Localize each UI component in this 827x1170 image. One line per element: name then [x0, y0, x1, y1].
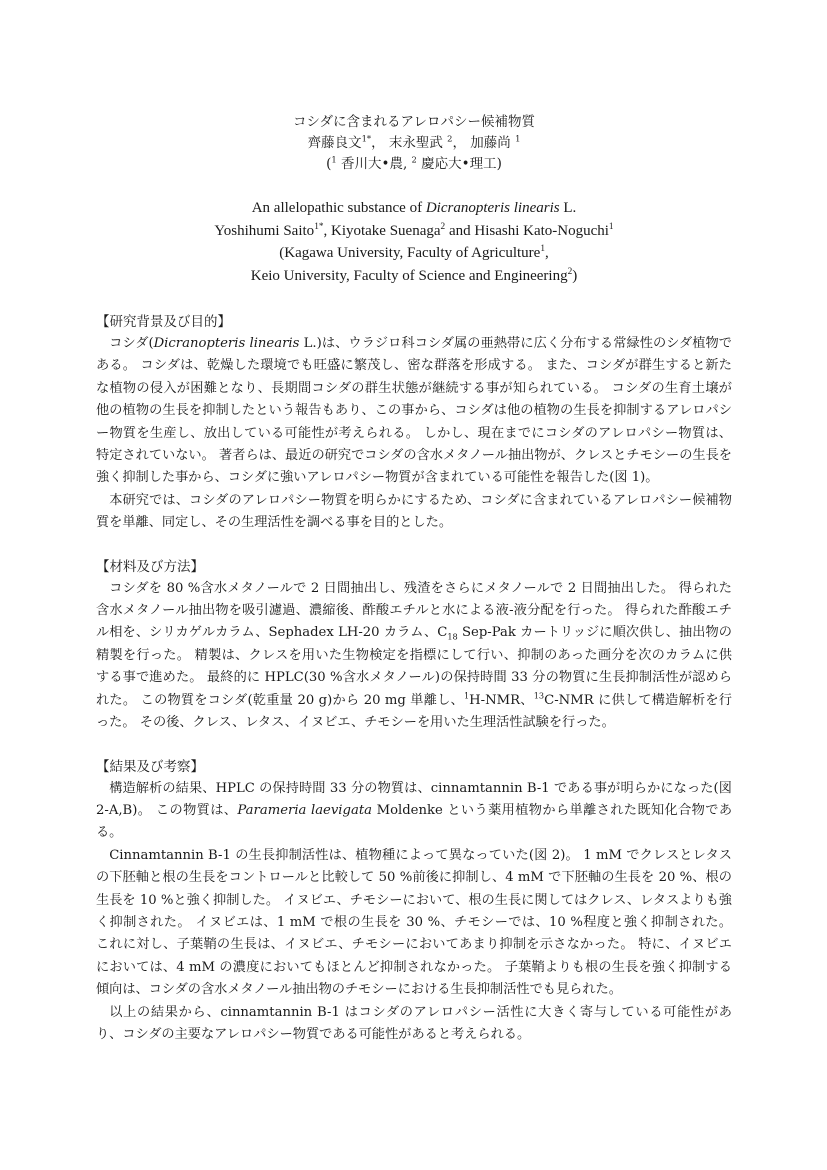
author-3-name: and Hisashi Kato-Noguchi [445, 222, 609, 239]
author-1-name: Yoshihumi Saito [214, 222, 315, 239]
japanese-title: コシダに含まれるアレロパシー候補物質 [293, 114, 535, 130]
author-separator: ， [371, 135, 385, 151]
species-name: Parameria laevigata [237, 802, 372, 818]
author-2-name: , Kiyotake Suenaga [323, 222, 441, 239]
japanese-authors [96, 133, 732, 154]
paragraph-text: C-NMR に供して構造解析を行った。 その後、クレス、レタス、イヌビエ、チモシーを用いた生理活性試験を行った。 [96, 692, 732, 731]
paragraph: 本研究では、コシダのアレロパシー物質を明らかにするため、コシダに含まれているアレロパシー候補物質を単離、同定し、その生理活性を調べる事を目的とした。 [96, 492, 732, 531]
paragraph: Cinnamtannin B-1 の生長抑制活性は、植物種によって異なっていた(図 2)。 1 mM でクレスとレタスの下胚軸と根の生長をコントロールと比較して 50 %前後に抑制し、4 mM で下胚軸の生長を 20 %、根の生長を 10 %と強く抑制した。 イヌビエ、チモシーにおいて、根の生長に関してはクレス、レタスよりも強く抑制された。 イヌビエは、1 mM で根の生長を 30 %、チモシーでは、10 %程度と強く抑制された。 これに対し、子葉鞘の生長は、イヌビエ、チモシーにおいてあまり抑制を示さなかった。 特に、イヌビエにおいては、4 mM の濃度においてもほとんど抑制されなかった。 子葉鞘よりも根の生長を強く抑制する傾向は、コシダの含水メタノール抽出物のチモシーにおける生長抑制活性でも見られた。 [96, 847, 732, 998]
affiliation-mark-2: 2 [411, 154, 417, 165]
affiliation-text: Keio University, Faculty of Science and Engineering [250, 267, 568, 284]
section-results [96, 756, 732, 1047]
paragraph-text: Sep-Pak カートリッジに順次供し、抽出物の精製を行った。 精製は、クレスを用いた生物検定を指標にして行い、抑制のあった画分を次のカラムに供する事で進めた。 最終的に HPLC(30 %含水メタノール)の保持時間 33 分の物質に生長抑制活性が認められた。 この物質をコシダ(乾重量 20 g)から 20 mg 単離し、 [96, 625, 732, 708]
section-background [96, 311, 732, 535]
section-heading: 【結果及び考察】 [96, 758, 204, 775]
author-3-mark: 1 [608, 221, 614, 232]
affiliation-mark: 1 [540, 244, 545, 254]
paragraph [96, 333, 732, 490]
paragraph [96, 578, 732, 735]
english-authors [96, 220, 732, 243]
paragraph-text: H-NMR、 [469, 692, 534, 708]
superscript: 13 [533, 690, 545, 701]
title-block-japanese [96, 112, 732, 175]
paragraph: 以上の結果から、cinnamtannin B-1 はコシダのアレロパシー活性に大きく寄与している可能性があり、コシダの主要なアレロパシー物質である可能性があると考えられる。 [96, 1004, 732, 1042]
section-methods [96, 556, 732, 735]
author-2-mark: 2 [440, 221, 446, 232]
section-heading: 【材料及び方法】 [96, 558, 204, 575]
affiliation-mark-1: 1 [331, 154, 337, 165]
paragraph-text: コシダを 80 %含水メタノールで 2 日間抽出し、残渣をさらにメタノールで 2 日間抽出した。 得られた含水メタノール抽出物を吸引濾過、濃縮後、酢酸エチルと水による液-液分配を行った。 得られた酢酸エチル相を、シリカゲルカラム、Sephadex LH-20 カラム、C [96, 580, 732, 641]
author-1-name: 齊藤良文 [307, 135, 362, 151]
author-2-mark: 2 [447, 133, 453, 144]
affiliation-kagawa: 香川大•農, [336, 156, 412, 172]
english-title-text: An allelopathic substance of [251, 200, 426, 216]
affiliation-mark: 2 [567, 266, 573, 277]
english-title [96, 197, 732, 220]
english-affiliation-2 [96, 265, 732, 288]
affiliation-open: ( [326, 156, 332, 172]
english-affiliation-1 [96, 242, 732, 265]
paragraph [96, 778, 732, 845]
english-title-suffix: L. [559, 200, 577, 216]
superscript: 1 [463, 690, 470, 701]
paragraph-text: 構造解析の結果、HPLC の保持時間 33 分の物質は、cinnamtannin B-1 である事が明らかになった(図 2-A,B)。 この物質は、 [96, 780, 732, 818]
japanese-affiliation [96, 154, 732, 175]
author-3-mark: 1 [515, 133, 521, 144]
paragraph-text: L.)は、ウラジロ科コシダ属の亜熱帯に広く分布する常緑性のシダ植物である。 コシダは、乾燥した環境でも旺盛に繁茂し、密な群落を形成する。 また、コシダが群生すると新たな植物の侵入が困難となり、長期間コシダの群生状態が継続する事が知られている。 コシダの生育土壌が他の植物の生長を抑制したという報告もあり、この事から、コシダは他の植物の生長を抑制するアレロパシー物質を生産し、放出している可能性が考えられる。 しかし、現在までにコシダのアレロパシー物質は、特定されていない。 著者らは、最近の研究でコシダの含水メタノール抽出物が、クレスとチモシーの生長を強く抑制した事から、コシダに強いアレロパシー物質が含まれている可能性を報告した(図 1)。 [96, 336, 732, 486]
section-heading: 【研究背景及び目的】 [96, 314, 231, 330]
affiliation-punct: , [544, 245, 549, 261]
affiliation-keio: 慶応大•理工) [416, 156, 502, 172]
author-1-mark: 1* [361, 133, 372, 144]
title-block-english [96, 197, 732, 287]
paragraph-text: コシダ( [109, 336, 154, 351]
author-2-name: 末永聖武 [388, 135, 443, 151]
affiliation-punct: ) [572, 267, 578, 284]
paragraph-text: Moldenke という薬用植物から単離された既知化合物である。 [96, 802, 733, 841]
author-separator: ， [452, 135, 466, 151]
species-name: Dicranopteris linearis [153, 336, 300, 351]
author-1-mark: 1* [314, 221, 324, 232]
affiliation-text: (Kagawa University, Faculty of Agriculture [279, 245, 541, 261]
author-3-name: 加藤尚 [470, 135, 511, 151]
species-name: Dicranopteris linearis [425, 200, 560, 216]
document-page [96, 112, 732, 1046]
subscript: 18 [447, 632, 458, 643]
